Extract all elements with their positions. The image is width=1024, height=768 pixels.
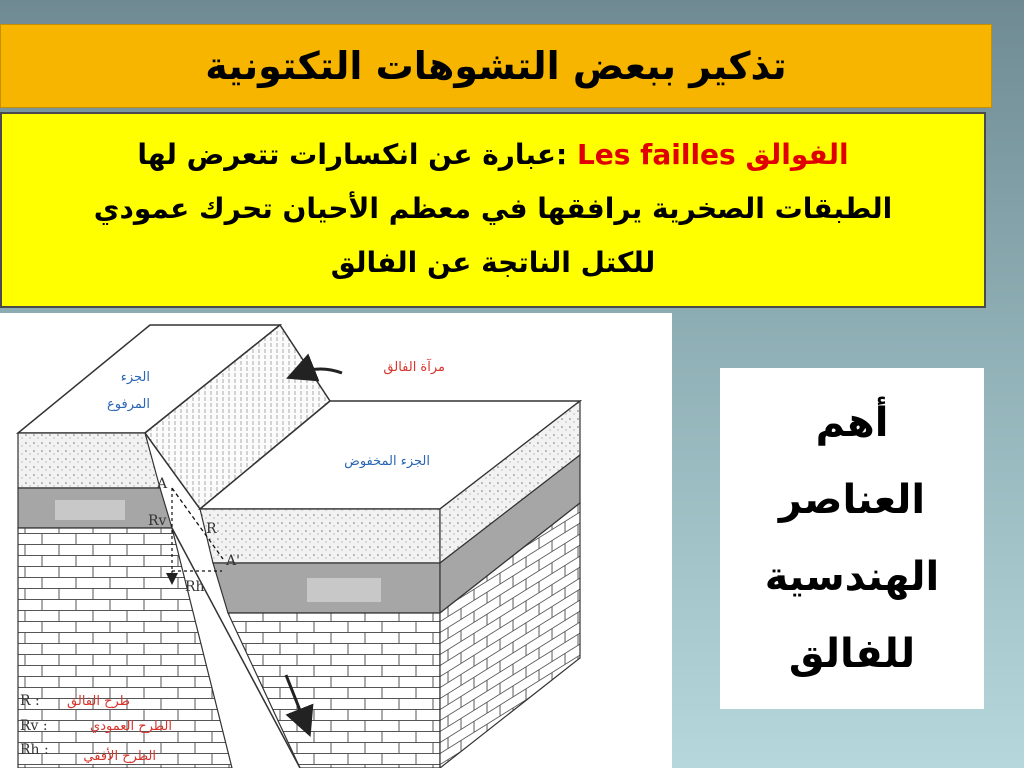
side-box (720, 368, 984, 709)
slide-title: تذكير ببعض التشوهات التكتونية (205, 44, 787, 88)
term-arabic: الفوالق (745, 138, 849, 171)
fault-diagram (0, 313, 672, 768)
legend-symbol-rv: Rv : (20, 718, 48, 734)
mirror-pointer-arrow (300, 369, 342, 373)
definition-box (0, 112, 986, 308)
label-fault-mirror: مرآة الفالق (383, 360, 445, 375)
legend-text-rv: الطرح العمودي (90, 719, 172, 734)
definition-line-2: الطبقات الصخرية يرافقها في معظم الأحيان تحرك عمودي (93, 192, 893, 225)
label-raised-2: المرفوع (107, 397, 150, 412)
fault-block-svg (0, 313, 672, 768)
legend-text-r: طرح الفالق (67, 694, 130, 709)
label-rv: Rv (148, 513, 167, 529)
title-bar (0, 24, 992, 108)
definition-text-1: عبارة عن انكسارات تتعرض لها (137, 138, 556, 171)
definition-colon: : (555, 138, 568, 171)
side-line-4: للفالق (788, 630, 916, 677)
label-lowered: الجزء المخفوض (344, 454, 430, 469)
label-point-a-prime: A' (226, 553, 240, 569)
label-rh: Rh (185, 579, 205, 595)
lowered-label-mask (307, 578, 381, 602)
side-line-1: أهم (815, 399, 889, 446)
side-line-3: الهندسية (764, 553, 940, 600)
term-french: Les failles (576, 138, 736, 171)
raised-label-mask (55, 500, 125, 520)
legend-text-rh: الطرح الأفقي (83, 749, 156, 764)
legend-symbol-r: R : (20, 693, 40, 709)
definition-line-3: للكتل الناتجة عن الفالق (330, 246, 656, 279)
label-point-a: A (157, 476, 168, 492)
side-line-2: العناصر (778, 476, 926, 523)
label-r: R (206, 521, 217, 537)
definition-line-1 (20, 128, 966, 182)
label-raised-1: الجزء (120, 370, 150, 385)
legend-symbol-rh: Rh : (20, 742, 49, 758)
